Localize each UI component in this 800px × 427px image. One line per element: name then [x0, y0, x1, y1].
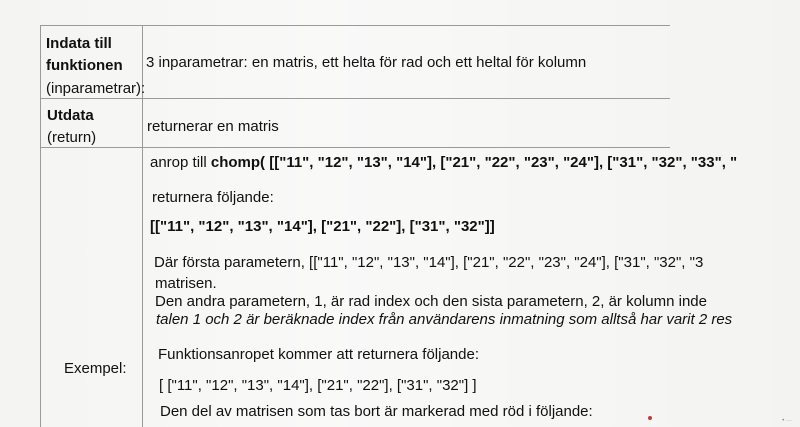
corner-marks: • ···: [782, 418, 792, 424]
example-call-func: chomp(: [210, 154, 266, 171]
indata-label-line2: funktionen: [46, 57, 123, 74]
indata-label-line3: (inparametrar):: [46, 80, 146, 97]
red-mark: [648, 416, 652, 420]
utdata-label-line2: (return): [47, 129, 97, 146]
example-call-line: [150, 155, 737, 170]
example-desc-line2: matrisen.: [155, 275, 217, 292]
table-left-border: [40, 25, 41, 427]
indata-value: 3 inparametrar: en matris, ett helta för rad och ett heltal för kolumn: [146, 54, 587, 71]
example-removed-note: Den del av matrisen som tas bort är markerad med röd i följande:: [160, 403, 593, 420]
indata-label-line1: Indata till: [46, 35, 112, 52]
row-divider-1: [40, 98, 670, 99]
example-call-args: [["11", "12", "13", "14"], ["21", "22", "23", "24"], ["31", "32", "33", ": [265, 154, 738, 171]
utdata-label-line1: Utdata: [47, 107, 94, 124]
example-desc-line3: Den andra parametern, 1, är rad index och den sista parametern, 2, är kolumn inde: [155, 293, 707, 310]
example-result-2: [ ["11", "12", "13", "14"], ["21", "22"], ["31", "32"] ]: [159, 377, 477, 394]
utdata-value: returnerar en matris: [147, 118, 279, 135]
row-divider-2: [40, 147, 670, 148]
example-returns-label: returnera följande:: [152, 189, 274, 206]
example-call-prefix: anrop till: [150, 154, 211, 171]
example-result: [["11", "12", "13", "14"], ["21", "22"], ["31", "32"]]: [150, 218, 495, 235]
example-desc-line4: talen 1 och 2 är beräknade index från användarens inmatning som alltså har varit 2 res: [156, 311, 733, 328]
example-desc-line1: Där första parametern, [["11", "12", "13", "14"], ["21", "22", "23", "24"], ["31", "32", "3: [154, 254, 704, 271]
exempel-label: Exempel:: [64, 360, 127, 377]
table-top-border: [40, 25, 670, 26]
example-call-returns: Funktionsanropet kommer att returnera följande:: [158, 346, 479, 363]
